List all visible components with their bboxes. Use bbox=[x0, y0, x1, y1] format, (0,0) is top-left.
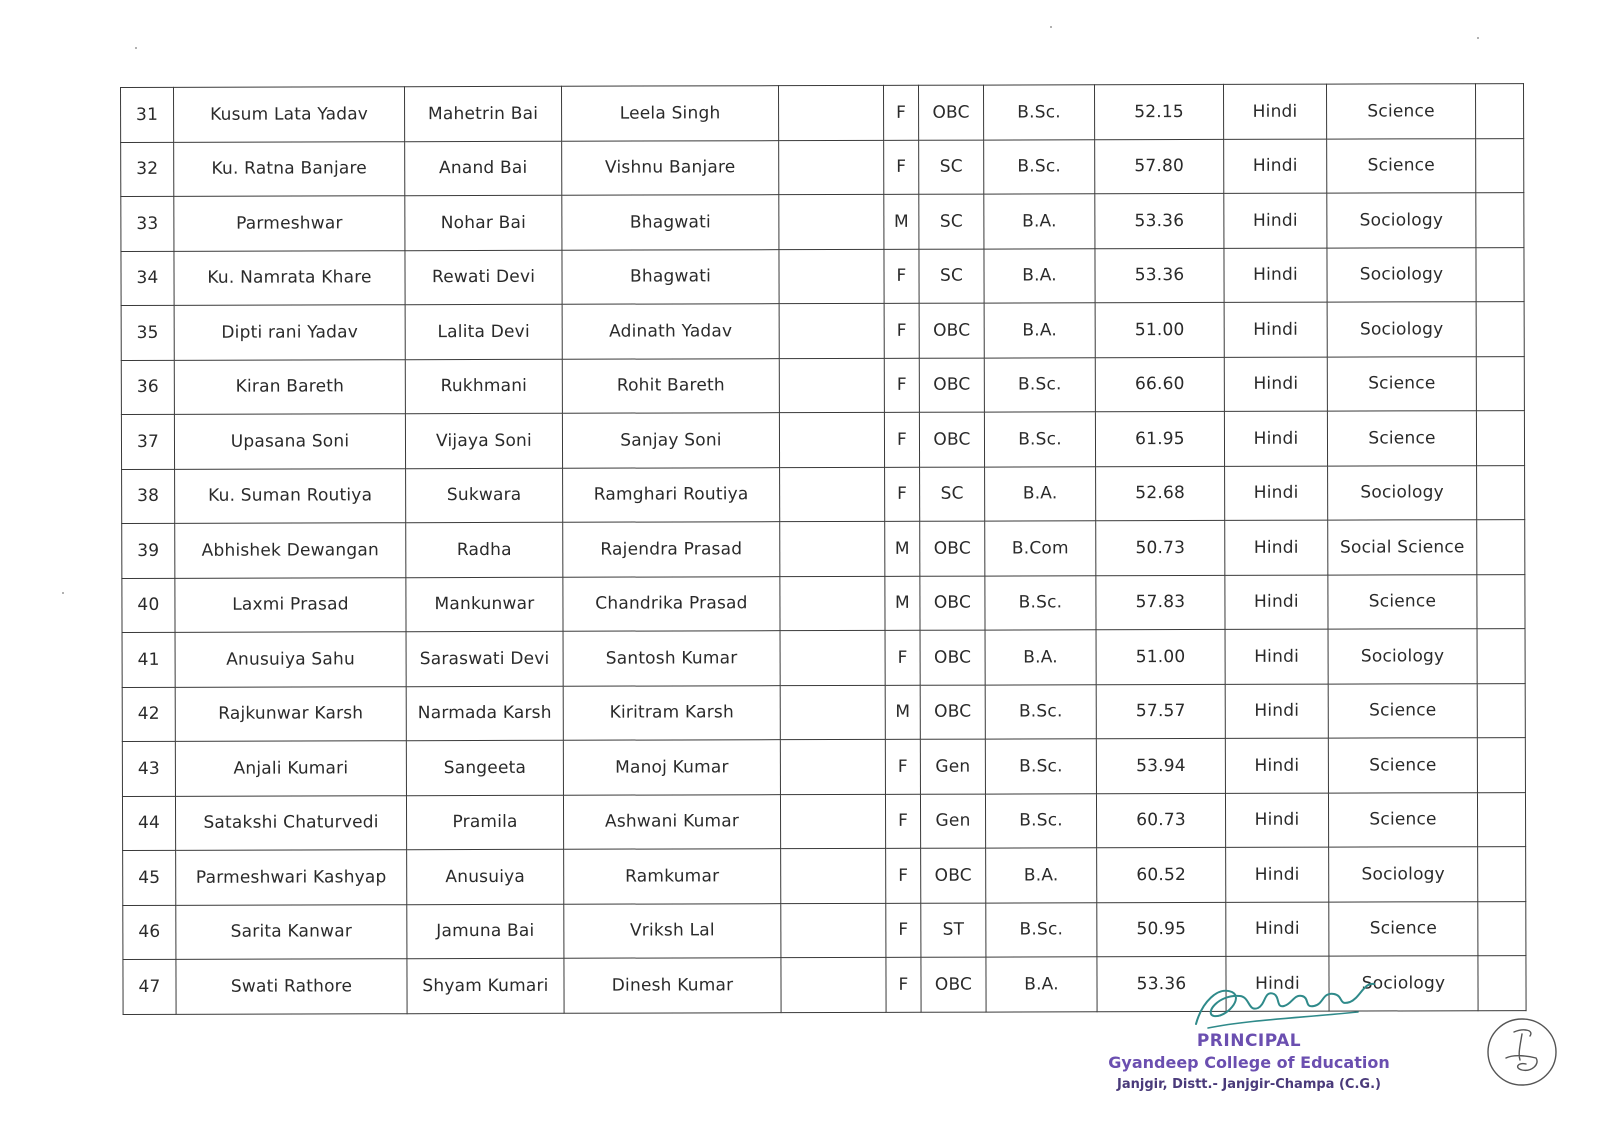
student-name-cell: Satakshi Chaturvedi bbox=[175, 795, 406, 850]
blank-end-cell bbox=[1476, 193, 1524, 248]
percentage-cell: 50.73 bbox=[1096, 520, 1225, 575]
gender-cell: F bbox=[885, 794, 920, 849]
mother-name-cell: Mankunwar bbox=[406, 577, 563, 632]
category-cell: OBC bbox=[919, 358, 984, 413]
principal-stamp bbox=[1094, 1030, 1404, 1096]
percentage-cell: 53.36 bbox=[1095, 248, 1224, 303]
degree-cell: B.Sc. bbox=[983, 85, 1094, 140]
mother-name-cell: Rewati Devi bbox=[405, 250, 562, 305]
category-cell: OBC bbox=[920, 630, 985, 685]
percentage-cell: 60.52 bbox=[1097, 847, 1226, 902]
blank-end-cell bbox=[1477, 574, 1525, 629]
medium-cell: Hindi bbox=[1224, 139, 1327, 194]
blank-cell bbox=[780, 630, 885, 685]
category-cell: SC bbox=[919, 194, 984, 249]
table-row bbox=[121, 138, 1524, 196]
table-row bbox=[123, 901, 1526, 959]
principal-signature bbox=[1188, 972, 1388, 1032]
father-name-cell: Rohit Bareth bbox=[562, 358, 779, 413]
degree-cell: B.Com bbox=[985, 521, 1096, 576]
medium-cell: Hindi bbox=[1226, 847, 1329, 902]
table-row bbox=[122, 792, 1525, 850]
subject-cell: Sociology bbox=[1327, 302, 1476, 357]
blank-end-cell bbox=[1477, 683, 1525, 738]
degree-cell: B.A. bbox=[984, 303, 1095, 358]
medium-cell: Hindi bbox=[1225, 793, 1328, 848]
blank-end-cell bbox=[1475, 84, 1523, 139]
degree-cell: B.A. bbox=[984, 248, 1095, 303]
category-cell: OBC bbox=[919, 412, 984, 467]
category-cell: Gen bbox=[920, 794, 985, 849]
medium-cell: Hindi bbox=[1224, 193, 1327, 248]
scan-speck bbox=[1477, 37, 1479, 39]
subject-cell: Sociology bbox=[1328, 465, 1477, 520]
blank-cell bbox=[779, 358, 884, 413]
medium-cell: Hindi bbox=[1225, 575, 1328, 630]
mother-name-cell: Pramila bbox=[406, 795, 563, 850]
category-cell: SC bbox=[920, 467, 985, 522]
subject-cell: Sociology bbox=[1329, 847, 1478, 902]
gender-cell: F bbox=[884, 249, 919, 304]
mother-name-cell: Saraswati Devi bbox=[406, 631, 563, 686]
gender-cell: M bbox=[884, 194, 919, 249]
father-name-cell: Bhagwati bbox=[562, 195, 779, 250]
blank-end-cell bbox=[1478, 847, 1526, 902]
gender-cell: F bbox=[884, 358, 919, 413]
degree-cell: B.Sc. bbox=[984, 139, 1095, 194]
table-row bbox=[122, 520, 1525, 578]
blank-cell bbox=[778, 85, 883, 140]
handwritten-initial-mark bbox=[1484, 1014, 1560, 1090]
percentage-cell: 66.60 bbox=[1095, 357, 1224, 412]
mother-name-cell: Mahetrin Bai bbox=[405, 86, 562, 141]
degree-cell: B.A. bbox=[986, 848, 1097, 903]
serial-number-cell: 44 bbox=[122, 796, 175, 851]
blank-end-cell bbox=[1477, 520, 1525, 575]
mother-name-cell: Radha bbox=[406, 522, 563, 577]
blank-cell bbox=[780, 467, 885, 522]
mother-name-cell: Lalita Devi bbox=[405, 304, 562, 359]
mother-name-cell: Rukhmani bbox=[405, 359, 562, 414]
degree-cell: B.Sc. bbox=[985, 575, 1096, 630]
father-name-cell: Dinesh Kumar bbox=[564, 958, 781, 1013]
student-name-cell: Swati Rathore bbox=[176, 959, 407, 1014]
blank-cell bbox=[780, 739, 885, 794]
percentage-cell: 51.00 bbox=[1096, 629, 1225, 684]
mother-name-cell: Nohar Bai bbox=[405, 195, 562, 250]
father-name-cell: Ashwani Kumar bbox=[563, 794, 780, 849]
gender-cell: F bbox=[884, 140, 919, 195]
percentage-cell: 52.15 bbox=[1094, 84, 1223, 139]
blank-end-cell bbox=[1476, 411, 1524, 466]
blank-cell bbox=[779, 303, 884, 358]
percentage-cell: 57.57 bbox=[1096, 684, 1225, 739]
category-cell: OBC bbox=[921, 848, 986, 903]
subject-cell: Sociology bbox=[1328, 629, 1477, 684]
father-name-cell: Bhagwati bbox=[562, 249, 779, 304]
degree-cell: B.A. bbox=[984, 194, 1095, 249]
gender-cell: M bbox=[885, 685, 920, 740]
percentage-cell: 53.94 bbox=[1096, 738, 1225, 793]
serial-number-cell: 33 bbox=[121, 196, 174, 251]
gender-cell: F bbox=[885, 630, 920, 685]
blank-end-cell bbox=[1477, 738, 1525, 793]
blank-end-cell bbox=[1476, 356, 1524, 411]
percentage-cell: 53.36 bbox=[1097, 956, 1226, 1011]
category-cell: ST bbox=[921, 903, 986, 958]
blank-cell bbox=[781, 957, 886, 1012]
medium-cell: Hindi bbox=[1225, 684, 1328, 739]
percentage-cell: 50.95 bbox=[1097, 902, 1226, 957]
scan-speck bbox=[62, 592, 64, 594]
mother-name-cell: Shyam Kumari bbox=[407, 958, 564, 1013]
subject-cell: Social Science bbox=[1328, 520, 1477, 575]
mother-name-cell: Sangeeta bbox=[406, 740, 563, 795]
medium-cell: Hindi bbox=[1225, 629, 1328, 684]
blank-end-cell bbox=[1477, 629, 1525, 684]
table-row bbox=[121, 247, 1524, 305]
medium-cell: Hindi bbox=[1224, 357, 1327, 412]
mother-name-cell: Anand Bai bbox=[405, 141, 562, 196]
student-name-cell: Kiran Bareth bbox=[174, 359, 405, 414]
serial-number-cell: 38 bbox=[122, 469, 175, 524]
subject-cell: Science bbox=[1327, 411, 1476, 466]
gender-cell: M bbox=[885, 576, 920, 631]
father-name-cell: Vriksh Lal bbox=[564, 903, 781, 958]
student-name-cell: Parmeshwar bbox=[174, 196, 405, 251]
category-cell: SC bbox=[919, 249, 984, 304]
subject-cell: Science bbox=[1328, 792, 1477, 847]
blank-cell bbox=[780, 794, 885, 849]
table-row bbox=[122, 465, 1525, 523]
serial-number-cell: 41 bbox=[122, 632, 175, 687]
table-row bbox=[121, 84, 1524, 142]
subject-cell: Science bbox=[1327, 138, 1476, 193]
degree-cell: B.A. bbox=[985, 630, 1096, 685]
student-name-cell: Anjali Kumari bbox=[175, 741, 406, 796]
serial-number-cell: 46 bbox=[123, 905, 176, 960]
percentage-cell: 53.36 bbox=[1095, 193, 1224, 248]
father-name-cell: Kiritram Karsh bbox=[563, 685, 780, 740]
blank-end-cell bbox=[1477, 792, 1525, 847]
student-name-cell: Laxmi Prasad bbox=[175, 577, 406, 632]
degree-cell: B.Sc. bbox=[985, 739, 1096, 794]
gender-cell: M bbox=[885, 521, 920, 576]
medium-cell: Hindi bbox=[1225, 466, 1328, 521]
blank-cell bbox=[780, 685, 885, 740]
serial-number-cell: 37 bbox=[121, 414, 174, 469]
father-name-cell: Ramkumar bbox=[564, 849, 781, 904]
degree-cell: B.Sc. bbox=[984, 412, 1095, 467]
father-name-cell: Adinath Yadav bbox=[562, 304, 779, 359]
serial-number-cell: 43 bbox=[122, 741, 175, 796]
table-row bbox=[121, 302, 1524, 360]
table-row bbox=[122, 574, 1525, 632]
subject-cell: Sociology bbox=[1327, 193, 1476, 248]
student-name-cell: Sarita Kanwar bbox=[176, 904, 407, 959]
gender-cell: F bbox=[886, 848, 921, 903]
subject-cell: Sociology bbox=[1329, 956, 1478, 1011]
mother-name-cell: Vijaya Soni bbox=[405, 413, 562, 468]
percentage-cell: 60.73 bbox=[1096, 793, 1225, 848]
category-cell: OBC bbox=[919, 303, 984, 358]
percentage-cell: 51.00 bbox=[1095, 302, 1224, 357]
gender-cell: F bbox=[886, 957, 921, 1012]
gender-cell: F bbox=[885, 739, 920, 794]
stamp-title: PRINCIPAL bbox=[1196, 1031, 1302, 1051]
serial-number-cell: 31 bbox=[121, 87, 174, 142]
serial-number-cell: 32 bbox=[121, 142, 174, 197]
percentage-cell: 57.83 bbox=[1096, 575, 1225, 630]
category-cell: OBC bbox=[921, 957, 986, 1012]
scan-speck bbox=[135, 47, 137, 49]
percentage-cell: 57.80 bbox=[1095, 139, 1224, 194]
degree-cell: B.A. bbox=[985, 466, 1096, 521]
gender-cell: F bbox=[883, 85, 918, 140]
blank-cell bbox=[781, 903, 886, 958]
category-cell: SC bbox=[919, 140, 984, 195]
serial-number-cell: 40 bbox=[122, 578, 175, 633]
subject-cell: Science bbox=[1329, 901, 1478, 956]
father-name-cell: Leela Singh bbox=[561, 86, 778, 141]
category-cell: OBC bbox=[920, 576, 985, 631]
serial-number-cell: 45 bbox=[123, 850, 176, 905]
table-row bbox=[122, 683, 1525, 741]
serial-number-cell: 36 bbox=[121, 360, 174, 415]
gender-cell: F bbox=[886, 903, 921, 958]
blank-end-cell bbox=[1476, 138, 1524, 193]
degree-cell: B.Sc. bbox=[986, 902, 1097, 957]
medium-cell: Hindi bbox=[1224, 302, 1327, 357]
degree-cell: B.A. bbox=[986, 957, 1097, 1012]
student-register-table bbox=[120, 83, 1527, 1014]
blank-end-cell bbox=[1477, 465, 1525, 520]
degree-cell: B.Sc. bbox=[985, 793, 1096, 848]
medium-cell: Hindi bbox=[1225, 520, 1328, 575]
category-cell: OBC bbox=[918, 85, 983, 140]
serial-number-cell: 34 bbox=[121, 251, 174, 306]
table-row bbox=[121, 411, 1524, 469]
student-name-cell: Rajkunwar Karsh bbox=[175, 686, 406, 741]
subject-cell: Science bbox=[1328, 738, 1477, 793]
blank-cell bbox=[780, 576, 885, 631]
blank-cell bbox=[781, 848, 886, 903]
table-row bbox=[121, 193, 1524, 251]
father-name-cell: Chandrika Prasad bbox=[563, 576, 780, 631]
blank-cell bbox=[779, 249, 884, 304]
blank-cell bbox=[779, 194, 884, 249]
table-row bbox=[122, 738, 1525, 796]
father-name-cell: Santosh Kumar bbox=[563, 631, 780, 686]
table-row bbox=[122, 629, 1525, 687]
subject-cell: Science bbox=[1328, 574, 1477, 629]
subject-cell: Science bbox=[1327, 356, 1476, 411]
table-row bbox=[121, 356, 1524, 414]
mother-name-cell: Sukwara bbox=[406, 468, 563, 523]
category-cell: Gen bbox=[920, 739, 985, 794]
serial-number-cell: 42 bbox=[122, 687, 175, 742]
table-row bbox=[123, 847, 1526, 905]
subject-cell: Science bbox=[1328, 683, 1477, 738]
mother-name-cell: Jamuna Bai bbox=[407, 904, 564, 959]
medium-cell: Hindi bbox=[1226, 902, 1329, 957]
blank-cell bbox=[779, 412, 884, 467]
gender-cell: F bbox=[884, 303, 919, 358]
degree-cell: B.Sc. bbox=[985, 684, 1096, 739]
register-body bbox=[121, 84, 1527, 1014]
mother-name-cell: Narmada Karsh bbox=[406, 686, 563, 741]
degree-cell: B.Sc. bbox=[984, 357, 1095, 412]
blank-cell bbox=[779, 140, 884, 195]
blank-end-cell bbox=[1476, 302, 1524, 357]
serial-number-cell: 47 bbox=[123, 959, 176, 1014]
serial-number-cell: 35 bbox=[121, 305, 174, 360]
blank-end-cell bbox=[1478, 956, 1526, 1011]
father-name-cell: Sanjay Soni bbox=[562, 413, 779, 468]
percentage-cell: 61.95 bbox=[1095, 411, 1224, 466]
medium-cell: Hindi bbox=[1224, 248, 1327, 303]
father-name-cell: Ramghari Routiya bbox=[563, 467, 780, 522]
student-name-cell: Kusum Lata Yadav bbox=[174, 87, 405, 142]
father-name-cell: Rajendra Prasad bbox=[563, 522, 780, 577]
serial-number-cell: 39 bbox=[122, 523, 175, 578]
percentage-cell: 52.68 bbox=[1096, 466, 1225, 521]
stamp-college-name: Gyandeep College of Education bbox=[1108, 1053, 1390, 1072]
father-name-cell: Manoj Kumar bbox=[563, 740, 780, 795]
category-cell: OBC bbox=[920, 685, 985, 740]
gender-cell: F bbox=[885, 467, 920, 522]
subject-cell: Science bbox=[1326, 84, 1475, 139]
student-name-cell: Ku. Namrata Khare bbox=[174, 250, 405, 305]
blank-cell bbox=[780, 521, 885, 576]
stamp-address: Janjgir, Distt.- Janjgir-Champa (C.G.) bbox=[1117, 1077, 1381, 1092]
subject-cell: Sociology bbox=[1327, 247, 1476, 302]
medium-cell: Hindi bbox=[1224, 411, 1327, 466]
father-name-cell: Vishnu Banjare bbox=[562, 140, 779, 195]
medium-cell: Hindi bbox=[1223, 84, 1326, 139]
mother-name-cell: Anusuiya bbox=[407, 849, 564, 904]
gender-cell: F bbox=[884, 412, 919, 467]
student-name-cell: Dipti rani Yadav bbox=[174, 305, 405, 360]
medium-cell: Hindi bbox=[1225, 738, 1328, 793]
blank-end-cell bbox=[1478, 901, 1526, 956]
category-cell: OBC bbox=[920, 521, 985, 576]
student-name-cell: Anusuiya Sahu bbox=[175, 632, 406, 687]
blank-end-cell bbox=[1476, 247, 1524, 302]
student-name-cell: Abhishek Dewangan bbox=[175, 523, 406, 578]
scan-speck bbox=[1050, 26, 1052, 28]
student-name-cell: Parmeshwari Kashyap bbox=[176, 850, 407, 905]
student-name-cell: Ku. Ratna Banjare bbox=[174, 141, 405, 196]
medium-cell: Hindi bbox=[1226, 956, 1329, 1011]
student-name-cell: Ku. Suman Routiya bbox=[175, 468, 406, 523]
student-name-cell: Upasana Soni bbox=[174, 414, 405, 469]
